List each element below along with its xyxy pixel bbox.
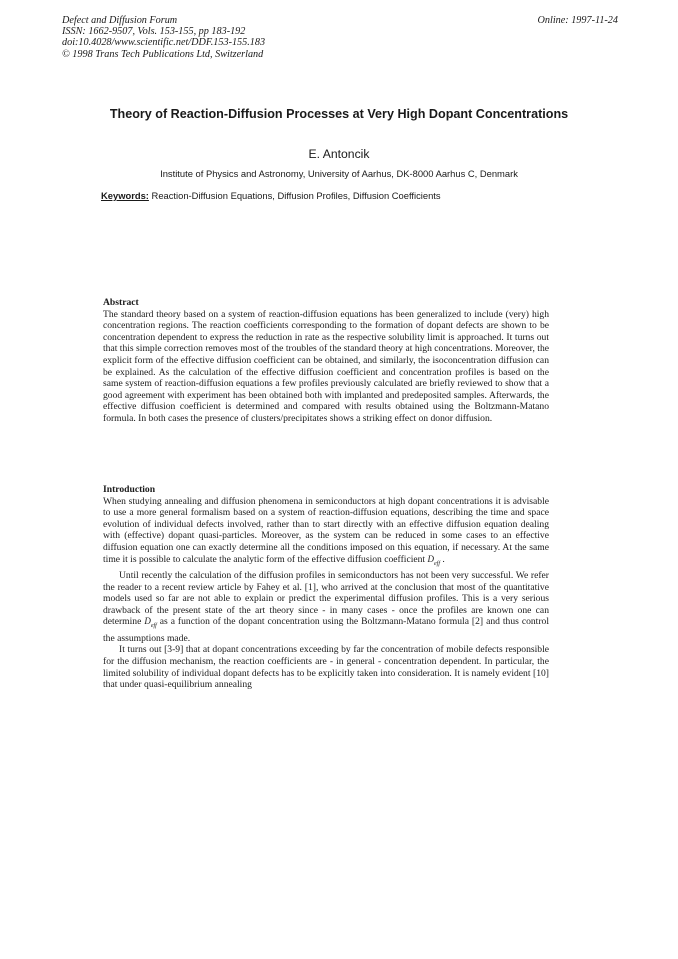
intro-p2-text: Until recently the calculation of the diffusion profiles in semiconductors has not been very successful. We refer the reader to a recent review article by Fahey et al. [1], who arrived at the conclusion that most of the quantitative models used so far are not able to explain or predict the experimental diffusion profiles. This is a very serious drawback of the present state of the art theory since - in many cases - once the profiles are known one can determine — [103, 569, 549, 628]
intro-p2-end: as a function of the dopant concentration using the Boltzmann-Matano formula [2] and thus control the assumptions made. — [103, 616, 549, 644]
online-date: Online: 1997-11-24 — [537, 15, 618, 26]
paper-title: Theory of Reaction-Diffusion Processes at Very High Dopant Concentrations — [109, 107, 569, 121]
copyright-line: © 1998 Trans Tech Publications Ltd, Switzerland — [62, 48, 264, 60]
deff-main: D — [144, 616, 151, 627]
deff-symbol — [427, 553, 440, 567]
intro-p1-text: When studying annealing and diffusion phenomena in semiconductors at high dopant concentrations it is advisable to use a more general formalism based on a system of reaction-diffusion equations, describing the time and space evolution of individual defects involved, rather than to start directly with an effective diffusion equation dealing with (effective) dopant quasi-particles. Moreover, as the system can be reduced in some cases to an effective diffusion equation one can exactly determine all the conditions imposed on this equation, if necessary. At the same time it is possible to calculate the analytic form of the effective diffusion coefficient — [103, 495, 549, 565]
doi-link[interactable]: doi:10.4028/www.scientific.net/DDF.153-155.183 — [62, 37, 266, 49]
deff-symbol — [144, 616, 157, 630]
deff-main: D — [427, 553, 434, 564]
deff-subscript: eff — [433, 560, 440, 567]
keywords-label: Keywords: — [101, 190, 149, 201]
abstract-text: The standard theory based on a system of reaction-diffusion equations has been generalized to include (very) high concentration regions. The reaction coefficients corresponding to the formation of dopant defects are shown to be concentration dependent to express the reduction in rate as the respective solubility limit is approached. It turns out that this simple correction removes most of the troubles of the standard theory at high concentrations. Moreover, the explicit form of the effective diffusion coefficient can be obtained, and similarly, the isoconcentration diffusion can be explained. As the calculation of the effective diffusion coefficient and concentration profiles is based on the same system of reaction-diffusion equations a few profiles previously calculated are briefly reviewed to show that a good agreement with experiment has been obtained both with implanted and predeposited samples. Afterwards, the effective diffusion coefficient is determined and compared with results obtained using the Boltzmann-Matano formula. In both cases the presence of clusters/precipitates shows a striking effect on donor diffusion. — [103, 308, 549, 424]
intro-p1-end: . — [439, 553, 445, 565]
issn-line: ISSN: 1662-9507, Vols. 153-155, pp 183-192 — [62, 26, 246, 38]
journal-header — [62, 15, 618, 60]
keywords-text: Reaction-Diffusion Equations, Diffusion Profiles, Diffusion Coefficients — [148, 190, 441, 201]
abstract-section — [103, 297, 549, 425]
journal-name: Defect and Diffusion Forum — [62, 15, 178, 26]
deff-subscript: eff — [150, 623, 157, 630]
introduction-heading: Introduction — [103, 484, 156, 495]
keywords-line — [101, 190, 441, 201]
intro-paragraph-1 — [103, 496, 549, 570]
intro-paragraph-3: It turns out [3-9] that at dopant concentrations exceeding by far the concentration of mobile defects responsible for the diffusion mechanism, the reaction coefficients are - in general - concentration dependent. In particular, the limited solubility of individual dopant defects has to be explicitly taken into consideration. It is namely evident [10] that under quasi-equilibrium annealing — [103, 644, 549, 691]
introduction-section — [103, 484, 549, 691]
intro-paragraph-2 — [103, 570, 549, 644]
abstract-heading: Abstract — [103, 297, 139, 308]
author-affiliation: Institute of Physics and Astronomy, University of Aarhus, DK-8000 Aarhus C, Denmark — [160, 168, 518, 179]
author-name: E. Antoncik — [308, 147, 370, 161]
